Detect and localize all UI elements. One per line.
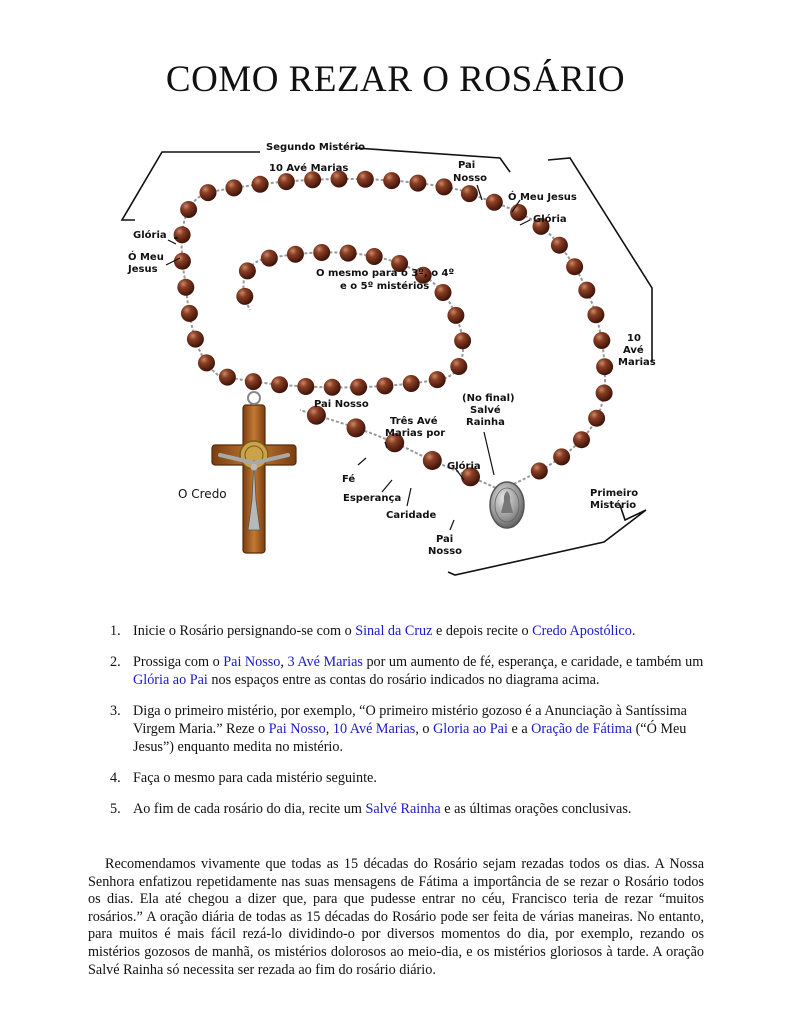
rosary-bead — [198, 354, 215, 371]
label-pai-nosso-top-1: Pai — [458, 160, 476, 171]
rosary-bead — [324, 379, 341, 396]
label-no-final-2: Salvé — [470, 405, 501, 416]
prayer-link[interactable]: Pai Nosso — [223, 654, 281, 670]
rosary-bead — [429, 371, 446, 388]
rosary-bead — [551, 237, 568, 254]
rosary-bead — [177, 279, 194, 296]
rosary-bead — [587, 306, 604, 323]
label-10-line-2: Avé — [623, 345, 644, 356]
rosary-bead — [278, 173, 295, 190]
step-number: 4. — [110, 770, 121, 786]
instruction-step — [110, 622, 710, 640]
label-gloria-bottom: Glória — [447, 461, 481, 472]
step-text — [133, 703, 687, 755]
step-text-segment: Ao fim de cada rosário do dia, recite um — [133, 801, 366, 817]
rosary-bead — [297, 378, 314, 395]
label-tres-ave-2: Marias por — [385, 428, 446, 439]
rosary-bead — [252, 176, 269, 193]
step-number: 2. — [110, 654, 121, 670]
rosary-bead — [566, 258, 583, 275]
label-10-ave-marias-top: 10 Avé Marias — [269, 163, 349, 174]
step-text — [133, 770, 377, 786]
rosary-bead — [435, 284, 452, 301]
label-no-final-1: (No final) — [462, 393, 515, 404]
step-text-segment: Prossiga com o — [133, 654, 224, 670]
label-o-credo: O Credo — [178, 487, 227, 501]
instruction-list — [110, 622, 710, 831]
rosary-bead — [287, 246, 304, 263]
prayer-link[interactable]: Oração de Fátima — [531, 721, 633, 737]
step-text-segment: Diga o primeiro mistério, por exemplo, “O primeiro mistério gozoso é a Anunciação à Santíssima Virgem Maria.” Reze o — [133, 703, 687, 737]
step-text — [133, 623, 635, 639]
rosary-bead — [376, 377, 393, 394]
page-title: COMO REZAR O ROSÁRIO — [165, 59, 626, 100]
crucifix — [212, 392, 296, 553]
step-text-segment: e as últimas orações conclusivas. — [440, 801, 632, 817]
step-text — [133, 654, 703, 688]
rosary-bead — [510, 204, 527, 221]
label-primeiro-1: Primeiro — [590, 488, 639, 499]
step-text — [133, 801, 631, 817]
rosary-diagram — [100, 130, 700, 590]
rosary-bead — [383, 172, 400, 189]
step-text-segment: nos espaços entre as contas do rosário indicados no diagrama acima. — [207, 672, 600, 688]
label-10-line-3: Marias — [618, 357, 656, 368]
step-number: 1. — [110, 623, 121, 639]
rosary-bead — [486, 194, 503, 211]
label-jesus-left: Jesus — [128, 264, 158, 275]
label-pai-bottom-2: Nosso — [428, 546, 463, 557]
label-caridade: Caridade — [386, 510, 437, 521]
rosary-bead — [403, 375, 420, 392]
rosary-bead — [245, 373, 262, 390]
rosary-bead — [239, 262, 256, 279]
label-gloria-left: Glória — [133, 230, 167, 241]
label-pai-bottom-1: Pai — [436, 534, 454, 545]
rosary-bead — [593, 332, 610, 349]
rosary-bead — [450, 358, 467, 375]
label-no-final-3: Rainha — [466, 417, 505, 428]
rosary-bead — [409, 175, 426, 192]
rosary-bead — [187, 331, 204, 348]
label-o-meu-left: Ó Meu — [128, 252, 164, 263]
label-gloria-right: Glória — [533, 214, 567, 225]
rosary-bead — [447, 307, 464, 324]
rosary-bead — [225, 179, 242, 196]
rosary-bead — [350, 379, 367, 396]
label-mesmo-line-1: O mesmo para o 3º, o 4º — [316, 268, 455, 279]
step-number: 5. — [110, 801, 121, 817]
step-text-segment: e a — [507, 721, 532, 737]
rosary-bead — [573, 431, 590, 448]
step-text-segment: por um aumento de fé, esperança, e caridade, e também um — [362, 654, 704, 670]
rosary-bead — [531, 463, 548, 480]
rosary-tail-bead — [423, 451, 442, 470]
rosary-bead — [313, 244, 330, 261]
label-esperanca: Esperança — [343, 493, 402, 504]
label-primeiro-2: Mistério — [590, 500, 637, 511]
label-10-line-1: 10 — [627, 333, 641, 344]
label-fe: Fé — [342, 474, 356, 485]
rosary-bead — [357, 171, 374, 188]
rosary-bead — [340, 245, 357, 262]
rosary-bead — [588, 410, 605, 427]
label-pai-nosso-top-2: Nosso — [453, 173, 488, 184]
rosary-bead — [174, 226, 191, 243]
step-text-segment: . — [631, 623, 636, 639]
step-text-segment: , o — [415, 721, 434, 737]
label-tres-ave-1: Três Avé — [390, 416, 438, 427]
label-segundo-misterio: Segundo Mistério — [266, 142, 366, 153]
instruction-step — [110, 702, 710, 756]
instruction-step — [110, 769, 710, 787]
rosary-tail-bead — [347, 418, 366, 437]
rosary-bead — [461, 185, 478, 202]
rosary-bead — [200, 184, 217, 201]
rosary-bead — [261, 250, 278, 267]
prayer-link[interactable]: Salvé Rainha — [365, 801, 441, 817]
step-text-segment: Faça o mesmo para cada mistério seguinte. — [133, 770, 377, 786]
rosary-bead — [236, 288, 253, 305]
step-number: 3. — [110, 703, 121, 719]
step-text-segment: e depois recite o — [432, 623, 533, 639]
rosary-bead — [180, 201, 197, 218]
rosary-bead — [596, 358, 613, 375]
rosary-bead — [366, 248, 383, 265]
rosary-bead — [578, 282, 595, 299]
rosary-bead — [553, 448, 570, 465]
instruction-step — [110, 653, 710, 689]
rosary-bead — [436, 178, 453, 195]
rosary-bead — [219, 369, 236, 386]
miraculous-medal — [490, 482, 524, 528]
label-o-meu-jesus-right: Ó Meu Jesus — [508, 192, 577, 203]
prayer-link[interactable]: Glória ao Pai — [133, 672, 208, 688]
prayer-link[interactable]: Sinal da Cruz — [355, 623, 433, 639]
step-text-segment: (“Ó Meu Jesus”) enquanto medita no mistério. — [133, 721, 687, 755]
rosary-bead — [454, 332, 471, 349]
rosary-bead — [596, 385, 613, 402]
prayer-link[interactable]: Gloria ao Pai — [433, 721, 508, 737]
label-mesmo-line-2: e o 5º mistérios — [340, 281, 430, 292]
rosary-bead — [181, 305, 198, 322]
prayer-link[interactable]: Pai Nosso — [268, 721, 326, 737]
step-text-segment: , — [280, 654, 288, 670]
recommendation-paragraph: Recomendamos vivamente que todas as 15 décadas do Rosário sejam rezadas todos os dias. A Nossa Senhora enfatizou repetidamente nas suas mensagens de Fátima a importância de se rezar o Rosário todos os dias. Ela até chegou a dizer que, para que pudesse entrar no céu, Francisco teria de rezar “muitos rosários.” A oração diária de todas as 15 décadas do Rosário pode ser feita de várias maneiras. No entanto, para muitos é mais fácil rezá-lo dividindo-o por diversos momentos do dia, por exemplo, rezando os mistérios gozosos de manhã, os mistérios dolorosos ao meio-dia, e os mistérios gloriosos à tarde. A oração Salvé Rainha só necessita ser rezada ao fim do rosário diário. — [88, 856, 704, 978]
step-text-segment: , — [325, 721, 333, 737]
prayer-link[interactable]: 3 Avé Marias — [287, 654, 363, 670]
label-pai-nosso-mid: Pai Nosso — [314, 399, 369, 410]
rosary-bead — [271, 376, 288, 393]
prayer-link[interactable]: 10 Avé Marias — [332, 721, 416, 737]
rosary-bead — [174, 253, 191, 270]
instruction-step — [110, 800, 710, 818]
prayer-link[interactable]: Credo Apostólico — [532, 623, 632, 639]
step-text-segment: Inicie o Rosário persignando-se com o — [133, 623, 356, 639]
